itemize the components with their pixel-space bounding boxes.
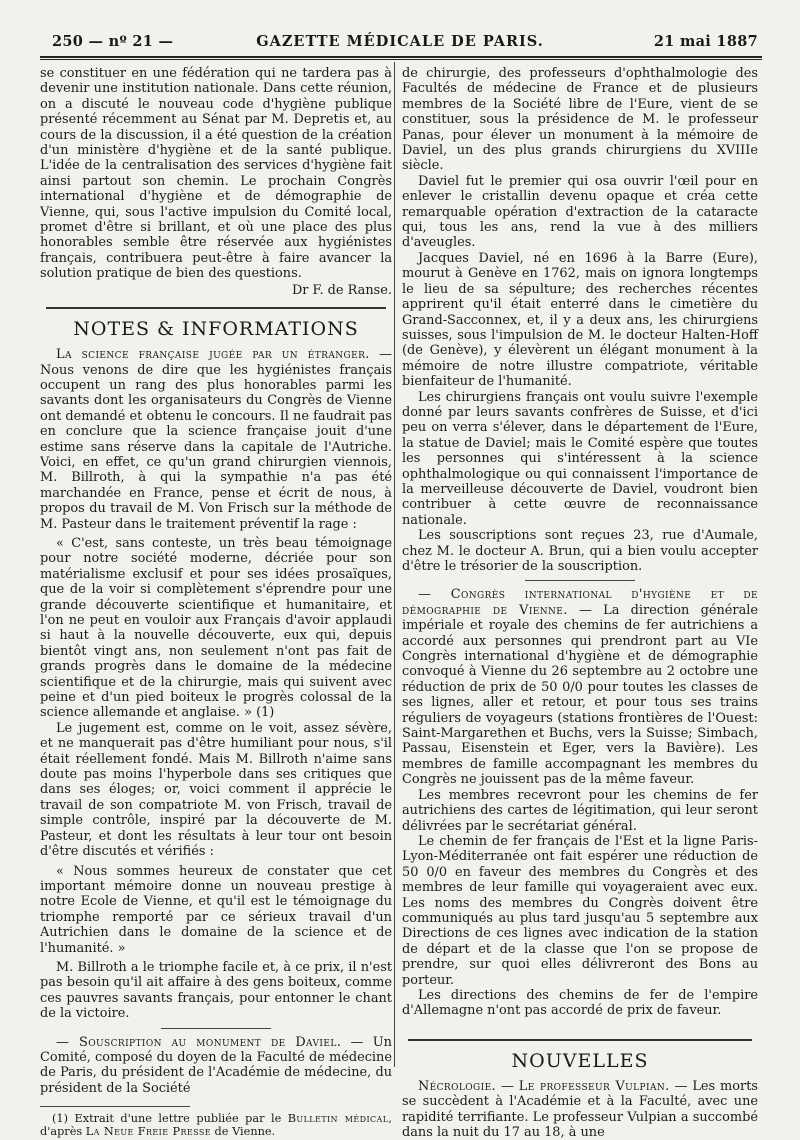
nouvelles-section-title: NOUVELLES	[511, 1049, 649, 1072]
footnote-text: , d'après	[40, 1112, 393, 1139]
article-heading: — Congrès international d'hygiène et de démographie de Vienne.	[402, 587, 758, 618]
footnote-text: de Vienne.	[210, 1125, 276, 1139]
footnote-text: (1) Extrait d'une lettre publiée par le	[52, 1112, 288, 1126]
souscription-paragraph	[40, 1035, 392, 1097]
left-column	[40, 66, 392, 1139]
footnote-source: La Neue Freie Presse	[85, 1125, 211, 1139]
footnote-rule	[40, 1106, 190, 1107]
page-number: 250 — nº 21 —	[52, 33, 174, 50]
column-divider	[394, 62, 395, 1067]
necrologie-paragraph: Nécrologie. — Le professeur Vulpian. — Les morts se succèdent à l'Académie et à la Faculté, avec une rapidité terrifiante. Le professeur Vulpian a succombé dans la nuit du 17 au 18, à une	[402, 1078, 758, 1140]
issue-date: 21 mai 1887	[653, 33, 758, 50]
science-francaise-paragraph	[40, 347, 392, 532]
allemagne-paragraph: Les directions des chemins de fer de l'empire d'Allemagne n'ont pas accordé de prix de faveur.	[402, 987, 758, 1019]
article-heading: La science française jugée par un étranger.	[56, 347, 370, 363]
notes-section-title: NOTES & INFORMATIONS	[73, 318, 359, 341]
article-heading: — Souscription au monument de Daviel.	[56, 1034, 342, 1050]
paragraph-text: — Les morts se succèdent à l'Académie et à la Faculté, avec une rapidité terrifiante. Le professeur Vulpian a succombé dans la nuit du 17 au 18, à une	[402, 1078, 758, 1140]
paragraph-text: — Un Comité, composé du doyen de la Faculté de médecine de Paris, du président de l'Académie de médecine, du président de la Société	[40, 1034, 392, 1096]
souscriptions-paragraph: Les souscriptions sont reçues 23, rue d'Aumale, chez M. le docteur A. Brun, qui a bien voulu accepter d'être le trésorier de la souscription.	[402, 528, 758, 574]
footnote-source: Bulletin médical	[287, 1112, 389, 1126]
membres-paragraph: Les membres recevront pour les chemins de fer autrichiens des cartes de légitimation, qui leur seront délivrées par le secrétariat général.	[402, 787, 758, 834]
intro-paragraph: se constituer en une fédération qui ne tardera pas à devenir une institution nationale. Dans cette réunion, on a discuté le nouveau code d'hygiène publique présenté récemment au Sénat par M. Depretis et, au cours de la discussion, il a été question de la création d'un ministère d'hygiène et de la santé publique. L'idée de la centralisation des services d'hygiène fait ainsi partout son chemin. Le prochain Congrès international d'hygiène et de démographie de Vienne, qui, sous l'active impulsion du Comité local, promet d'être si brillant, et où une place des plus honorables semble être réservée aux hygiénistes français, contribuera peut-être à faire avancer la solution pratique de bien des questions.	[40, 66, 392, 282]
section-separator	[46, 307, 386, 309]
chirurgiens-paragraph: Les chirurgiens français ont voulu suivre l'exemple donné par leurs savants confrères de Suisse, et d'ici peu on verra s'élever, dans le département de l'Eure, la statue de Daviel; mais le Comité espère que toutes les personnes qui s'intéressent à la science ophthalmologique ou qui connaissent l'importance de la merveilleuse découverte de Daviel, voudront bien contribuer à cette œuvre de reconnaissance nationale.	[402, 389, 758, 528]
heureux-quote-paragraph: « Nous sommes heureux de constater que cet important mémoire donne un nouveau prestige à notre Ecole de Vienne, et qu'il est le témoignage du triomphe remporté par ce sérieux travail d'un Autrichien dans le domaine de la science et de l'humanité. »	[40, 863, 392, 956]
congres-paragraph	[402, 587, 758, 787]
page-header	[40, 30, 760, 52]
comite-continuation: de chirurgie, des professeurs d'ophthalmologie des Facultés de médecine de France et de plusieurs membres de la Société libre de l'Eure, vient de se constituer, sous la présidence de M. le professeur Panas, pour élever un monument à la mémoire de Daviel, un des plus grands chirurgiens du XVIIIe siècle.	[402, 66, 758, 174]
billroth-triomphe-paragraph: M. Billroth a le triomphe facile et, à ce prix, il n'est pas besoin qu'il ait affaire à des gens boiteux, comme ces pauvres savants français, pour entonner le chant de la victoire.	[40, 959, 392, 1022]
mini-separator	[161, 1028, 271, 1029]
mini-separator	[525, 580, 635, 581]
journal-title: GAZETTE MÉDICALE DE PARIS.	[256, 33, 544, 50]
section-separator	[408, 1039, 752, 1041]
footnote	[40, 1112, 392, 1138]
author-signature: Dr F. de Ranse.	[291, 282, 392, 298]
billroth-quote-paragraph: « C'est, sans conteste, un très beau témoignage pour notre société moderne, décriée pour son matérialisme exclusif et pour ses idées prosaïques, que de la voir si complètement s'éprendre pour une grande découverte scientifique et humanitaire, et l'on ne peut en vouloir aux Français d'avoir applaudi si haut à la nouvelle découverte, eux qui, depuis bientôt vingt ans, non seulement n'ont pas fait de grands progrès dans le domaine de la médecine scientifique et de la chirurgie, mais qui suivent avec peine et d'un pied boiteux le progrès colossal de la science allemande et anglaise. » (1)	[40, 535, 392, 721]
header-rule	[40, 56, 762, 60]
jacques-daviel-paragraph: Jacques Daviel, né en 1696 à la Barre (Eure), mourut à Genève en 1762, mais on ignora longtemps le lieu de sa sépulture; des recherches récentes apprirent qu'il était enterré dans le cimetière du Grand-Sacconnex, et, il y a deux ans, les chirurgiens suisses, sous l'impulsion de M. le docteur Halten-Hoff (de Genève), y élevèrent un élégant monument à la mémoire de notre illustre compatriote, véritable bienfaiteur de l'humanité.	[402, 250, 758, 390]
article-subheading: Le professeur Vulpian.	[518, 1078, 670, 1094]
jugement-paragraph: Le jugement est, comme on le voit, assez sévère, et ne manquerait pas d'être humiliant pour nous, s'il était réellement fondé. Mais M. Billroth n'aime sans doute pas moins l'hyperbole dans ses critiques que dans ses éloges; or, voici comment il apprécie le travail de son compatriote M. von Frisch, travail de simple contrôle, inspiré par la découverte de M. Pasteur, et dont les résultats à leur tour ont besoin d'être discutés et vérifiés :	[40, 720, 392, 860]
daviel-paragraph: Daviel fut le premier qui osa ouvrir l'œil pour en enlever le cristallin devenu opaque et créa cette remarquable opération d'extraction de la cataracte qui, tous les ans, rend la vue à des milliers d'aveugles.	[402, 173, 758, 251]
right-column	[402, 66, 758, 1140]
article-heading: Nécrologie.	[418, 1078, 497, 1094]
paragraph-text: — La direction générale impériale et royale des chemins de fer autrichiens a accordé aux personnes qui prendront part au VIe Congrès international d'hygiène et de démographie convoqué à Vienne du 26 septembre au 2 octobre une réduction de prix de 50 0/0 pour toutes les classes de ses lignes, aller et retour, et pour tous ses trains réguliers de voyageurs (stations frontières de l'Ouest: Saint-Margarethen et Buchs, vers la Suisse; Simbach, Passau, Eisenstein et Eger, vers la Bavière). Les membres de famille accompagnant les membres du Congrès ne jouissent pas de la même faveur.	[402, 602, 758, 788]
chemin-de-fer-paragraph: Le chemin de fer français de l'Est et la ligne Paris-Lyon-Méditerranée ont fait espérer une réduction de 50 0/0 en faveur des membres du Congrès et des membres de leur famille qui voyageraient avec eux. Les noms des membres du Congrès doivent être communiqués au plus tard jusqu'au 5 septembre aux Directions de ces lignes avec indication de la station de départ et de la classe que l'on se propose de prendre, sur quoi elles délivreront des Bons au porteur.	[402, 833, 758, 988]
paragraph-text: — Nous venons de dire que les hygiénistes français occupent un rang des plus honorables parmi les savants dont les organisateurs du Congrès de Vienne ont demandé et obtenu le concours. Il ne faudrait pas en conclure que la science française jouit d'une estime sans réserve dans la capitale de l'Autriche. Voici, en effet, ce qu'un grand chirurgien viennois, M. Billroth, à qui la sympathie n'a pas été marchandée en France, pense et écrit de nous, à propos du travail de M. Von Frisch sur la méthode de M. Pasteur dans le traitement préventif la rage :	[40, 347, 392, 532]
